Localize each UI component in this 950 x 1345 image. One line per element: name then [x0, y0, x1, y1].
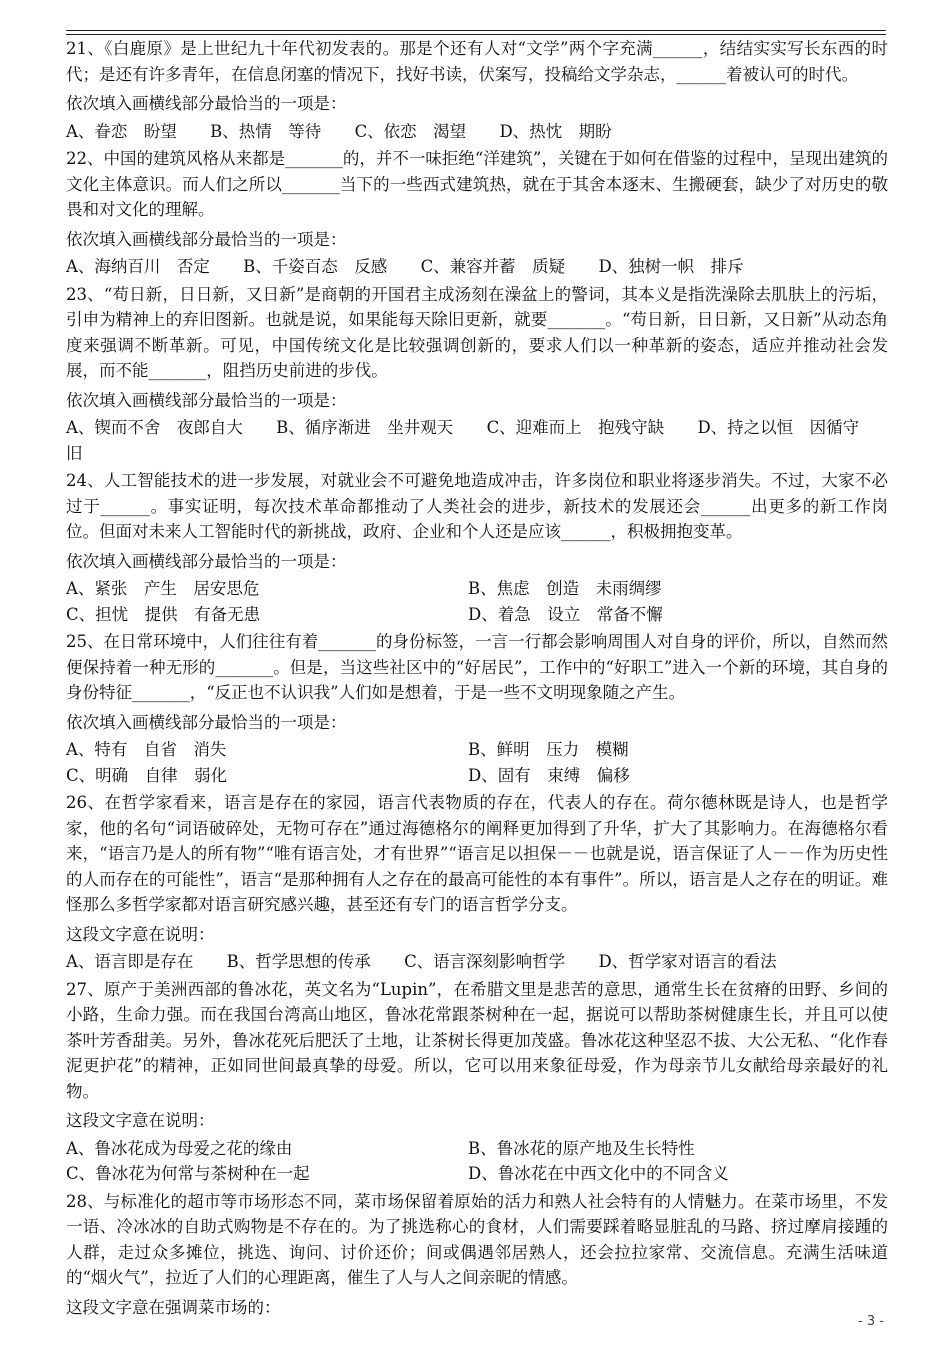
header-rule	[66, 30, 886, 31]
option-b: B、热情 等待	[210, 121, 322, 141]
option-a: A、紧张 产生 居安思危	[66, 579, 260, 598]
option-c: C、鲁冰花为何常与茶树种在一起	[66, 1164, 310, 1183]
question-22	[66, 146, 888, 280]
exam-page	[66, 36, 888, 1320]
option-b: B、鲜明 压力 模糊	[468, 740, 629, 759]
question-stem: 28、与标准化的超市等市场形态不同，菜市场保留着原始的活力和熟人社会特有的人情魅力。在菜市场里，不发一语、冷冰冰的自助式购物是不存在的。为了挑选称心的食材，人们需要踩着略显脏乱的马路、挤过摩肩接踵的人群，走过众多摊位，挑选、询问、讨价还价；间或偶遇邻居熟人，还会拉拉家常、交流信息。充满生活味道的“烟火气”，拉近了人们的心理距离，催生了人与人之间亲昵的情感。	[66, 1191, 888, 1287]
question-prompt: 这段文字意在说明：	[66, 924, 215, 944]
page-number: - 3 -	[858, 1314, 884, 1329]
option-a: A、海纳百川 否定	[66, 257, 210, 276]
options	[66, 1136, 888, 1187]
option-d: D、鲁冰花在中西文化中的不同含义	[468, 1164, 729, 1183]
option-c: C、明确 自律 弱化	[66, 765, 228, 785]
option-a: A、特有 自省 消失	[66, 740, 227, 759]
option-b: B、千姿百态 反感	[243, 257, 388, 276]
question-stem: 22、中国的建筑风格从来都是_______的，并不一味拒绝“洋建筑”，关键在于如何在借鉴的过程中，呈现出建筑的文化主体意识。而人们之所以_______当下的一些西式建筑热，就在于其舍本逐末、生搬硬套，缺少了对历史的敬畏和对文化的理解。	[66, 149, 888, 219]
options	[66, 119, 888, 145]
option-d: D、持之以恒 因循守旧	[66, 418, 860, 463]
question-stem: 25、在日常环境中，人们往往有着_______的身份标签，一言一行都会影响周围人对自身的评价，所以，自然而然便保持着一种无形的_______。但是，当这些社区中的“好居民”，工作中的“好职工”进入一个新的环境，其自身的身份特征_______，“反正也不认识我”人们如是想着，于是一些不文明现象随之产生。	[66, 632, 888, 702]
option-d: D、热忱 期盼	[499, 121, 612, 141]
option-b: B、哲学思想的传承	[226, 952, 371, 971]
option-a: A、锲而不舍 夜郎自大	[66, 418, 243, 437]
question-24	[66, 468, 888, 627]
option-d: D、固有 束缚 偏移	[468, 765, 630, 785]
option-b: B、焦虑 创造 未雨绸缪	[468, 579, 662, 598]
option-d: D、哲学家对语言的看法	[598, 952, 777, 971]
option-c: C、兼容并蓄 质疑	[420, 257, 566, 276]
question-prompt: 依次填入画横线部分最恰当的一项是：	[66, 390, 347, 410]
question-27	[66, 977, 888, 1187]
header-rule-thin	[66, 34, 886, 35]
option-a: A、眷恋 盼望	[66, 121, 177, 141]
question-stem: 23、“苟日新，日日新，又日新”是商朝的开国君主成汤刻在澡盆上的警词，其本义是指洗澡除去肌肤上的污垢，引申为精神上的弃旧图新。也就是说，如果能每天除旧更新，就要_______。“苟日新，日日新，又日新”从动态角度来强调不断革新。可见，中国传统文化是比较强调创新的，要求人们以一种革新的姿态，适应并推动社会发展，而不能_______，阻挡历史前进的步伐。	[66, 284, 888, 380]
question-prompt: 这段文字意在说明：	[66, 1111, 215, 1130]
question-stem: 21、《白鹿原》是上世纪九十年代初发表的。那是个还有人对“文学”两个字充满______，结结实实写长东西的时代；是还有许多青年，在信息闭塞的情况下，找好书读，伏案写，投稿给文学杂志，______着被认可的时代。	[66, 39, 888, 84]
question-stem: 24、人工智能技术的进一步发展，对就业会不可避免地造成冲击，许多岗位和职业将逐步消失。不过，大家不必过于______。事实证明，每次技术革命都推动了人类社会的进步，新技术的发展还会______出更多的新工作岗位。但面对未来人工智能时代的新挑战，政府、企业和个人还是应该______，积极拥抱变革。	[66, 471, 888, 541]
option-c: C、迎难而上 抱残守缺	[486, 418, 665, 437]
question-28	[66, 1189, 888, 1321]
option-d: D、着急 设立 常备不懈	[468, 604, 663, 624]
question-21	[66, 36, 888, 144]
question-stem: 26、在哲学家看来，语言是存在的家园，语言代表物质的存在，代表人的存在。荷尔德林既是诗人，也是哲学家，他的名句“词语破碎处，无物可存在”通过海德格尔的阐释更加得到了升华，扩大了其影响力。在海德格尔看来，“语言乃是人的所有物”“唯有语言处，才有世界”“语言足以担保－－也就是说，语言保证了人－－作为历史性的人而存在的可能性”，语言“是那种拥有人之存在的最高可能性的本有事件”。所以，语言是人之存在的明证。难怪那么多哲学家都对语言研究感兴趣，甚至还有专门的语言哲学分支。	[66, 793, 888, 914]
options	[66, 254, 888, 280]
option-c: C、依恋 渴望	[354, 121, 467, 141]
option-c: C、语言深刻影响哲学	[404, 952, 566, 971]
option-a: A、语言即是存在	[66, 952, 194, 971]
options	[66, 415, 888, 466]
option-c: C、担忧 提供 有备无患	[66, 604, 261, 624]
option-d: D、独树一帜 排斥	[598, 257, 744, 276]
question-prompt: 这段文字意在强调菜市场的：	[66, 1297, 281, 1317]
options	[66, 737, 888, 788]
question-stem: 27、原产于美洲西部的鲁冰花，英文名为“Lupin”，在希腊文里是悲苦的意思，通常生长在贫瘠的田野、乡间的小路，生命力强。而在我国台湾高山地区，鲁冰花常跟茶树种在一起，据说可以帮助茶树健康生长，并且可以使茶叶芳香甜美。另外，鲁冰花死后肥沃了土地，让茶树长得更加茂盛。鲁冰花这种坚忍不拔、大公无私、“化作春泥更护花”的精神，正如同世间最真挚的母爱。所以，它可以用来象征母爱，作为母亲节儿女献给母亲最好的礼物。	[66, 979, 888, 1101]
question-prompt: 依次填入画横线部分最恰当的一项是：	[66, 94, 347, 113]
question-prompt: 依次填入画横线部分最恰当的一项是：	[66, 551, 347, 571]
options	[66, 576, 888, 627]
options	[66, 949, 888, 975]
question-prompt: 依次填入画横线部分最恰当的一项是：	[66, 712, 347, 732]
option-a: A、鲁冰花成为母爱之花的缘由	[66, 1138, 293, 1158]
question-23	[66, 282, 888, 467]
question-25	[66, 629, 888, 788]
option-b: B、循序渐进 坐井观天	[276, 418, 454, 437]
question-26	[66, 790, 888, 975]
option-b: B、鲁冰花的原产地及生长特性	[468, 1138, 695, 1158]
question-prompt: 依次填入画横线部分最恰当的一项是：	[66, 229, 347, 249]
